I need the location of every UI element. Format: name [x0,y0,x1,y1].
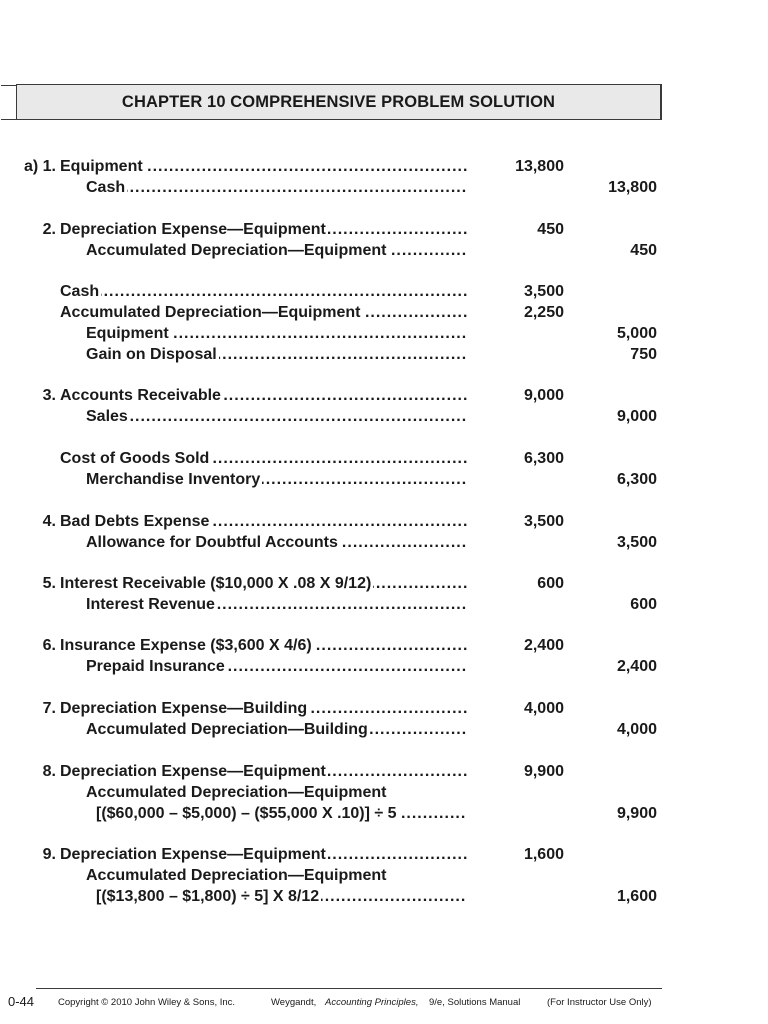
account-name [86,346,467,364]
journal-line [0,242,768,264]
journal-line [0,763,768,785]
account-name [60,763,467,781]
account-label: Accounts Receivable [60,387,221,404]
footer-edition: 9/e, Solutions Manual [429,997,521,1008]
account-name [86,534,467,552]
account-label: Allowance for Doubtful Accounts [86,534,338,551]
account-label: Interest Receivable ($10,000 X .08 X 9/12) [60,575,372,592]
chapter-title-box [16,84,662,120]
account-name [86,658,467,676]
footer-copyright: Copyright © 2010 John Wiley & Sons, Inc. [58,997,236,1008]
entry-number: 6. [42,637,56,654]
journal-line [0,513,768,535]
account-label: Depreciation Expense—Equipment [60,221,326,238]
entry-number: 5. [42,575,56,592]
entry-number: 2. [42,221,56,238]
account-name [86,179,467,197]
debit-amount: 2,400 [523,637,564,654]
account-name [60,158,467,176]
entry-number: a) 1. [23,158,56,175]
account-name [60,221,467,239]
entry-number: 9. [42,846,56,863]
account-label: Accumulated Depreciation—Equipment [86,867,387,884]
footer-author: Weygandt, [271,997,317,1008]
account-name [86,784,506,802]
debit-amount: 3,500 [523,513,564,530]
journal-line [0,221,768,243]
credit-amount: 13,800 [608,179,657,196]
account-name [86,721,467,739]
account-label: Insurance Expense ($3,600 X 4/6) [60,637,312,654]
debit-amount: 2,250 [523,304,564,321]
entry-number: 8. [42,763,56,780]
debit-amount: 4,000 [523,700,564,717]
journal-line [0,450,768,472]
credit-amount: 2,400 [616,658,657,675]
account-name [60,700,467,718]
journal-line [0,784,768,806]
journal-line [0,846,768,868]
journal-line [0,658,768,680]
account-label: Equipment [86,325,169,342]
journal-line [0,888,768,910]
account-label: Accumulated Depreciation—Building [86,721,368,738]
credit-amount: 9,000 [616,408,657,425]
account-name [96,805,467,823]
debit-amount: 1,600 [523,846,564,863]
account-name [86,325,467,343]
account-label: Merchandise Inventory [86,471,261,488]
journal-line [0,325,768,347]
page-footer [0,988,768,1018]
account-name [86,596,467,614]
journal-line [0,304,768,326]
page-number: 0-44 [8,994,35,1009]
credit-amount: 750 [630,346,657,363]
journal-line [0,283,768,305]
journal-line [0,867,768,889]
journal-line [0,346,768,368]
journal-line [0,387,768,409]
account-label: Depreciation Expense—Building [60,700,308,717]
journal-line [0,575,768,597]
account-label: Cash [86,179,126,196]
account-label: Equipment [60,158,143,175]
journal-line [0,700,768,722]
account-label: Cash [60,283,100,300]
journal-line [0,721,768,743]
entry-number: 7. [42,700,56,717]
journal-line [0,534,768,556]
journal-line [0,805,768,827]
account-name [60,450,467,468]
account-name [60,637,467,655]
account-label: Accumulated Depreciation—Equipment [86,784,387,801]
journal-line [0,596,768,618]
account-label: Prepaid Insurance [86,658,225,675]
debit-amount: 6,300 [523,450,564,467]
page-title: CHAPTER 10 COMPREHENSIVE PROBLEM SOLUTION [121,93,556,111]
credit-amount: 6,300 [616,471,657,488]
account-label: Accumulated Depreciation—Equipment [60,304,361,321]
debit-amount: 9,900 [523,763,564,780]
debit-amount: 600 [537,575,564,592]
footer-rule [36,988,662,989]
account-label: Gain on Disposal [86,346,217,363]
credit-amount: 5,000 [616,325,657,342]
account-label: Depreciation Expense—Equipment [60,763,326,780]
account-label: Cost of Goods Sold [60,450,210,467]
account-name [60,575,467,593]
journal-line [0,471,768,493]
account-label: Accumulated Depreciation—Equipment [86,242,387,259]
account-label: [($13,800 – $1,800) ÷ 5] X 8/12 [96,888,320,905]
account-label: [($60,000 – $5,000) – ($55,000 X .10)] ÷ 5 [96,805,397,822]
credit-amount: 3,500 [616,534,657,551]
debit-amount: 13,800 [515,158,564,175]
journal-line [0,179,768,201]
account-name [86,471,467,489]
account-label: Depreciation Expense—Equipment [60,846,326,863]
debit-amount: 450 [537,221,564,238]
credit-amount: 9,900 [616,805,657,822]
account-name [60,283,467,301]
account-name [86,408,467,426]
journal-line [0,408,768,430]
journal-line [0,637,768,659]
debit-amount: 3,500 [523,283,564,300]
account-name [60,846,467,864]
account-name [96,888,467,906]
account-name [60,387,467,405]
account-name [86,867,506,885]
account-label: Bad Debts Expense [60,513,210,530]
footer-use-note: (For Instructor Use Only) [547,997,652,1008]
footer-book-title: Accounting Principles, [325,997,419,1008]
credit-amount: 1,600 [616,888,657,905]
account-label: Interest Revenue [86,596,215,613]
entry-number: 3. [42,387,56,404]
account-name [60,304,467,322]
account-name [60,513,467,531]
account-name [86,242,467,260]
entry-number: 4. [42,513,56,530]
account-label: Sales [86,408,128,425]
credit-amount: 4,000 [616,721,657,738]
journal-line [0,158,768,180]
credit-amount: 600 [630,596,657,613]
debit-amount: 9,000 [523,387,564,404]
credit-amount: 450 [630,242,657,259]
